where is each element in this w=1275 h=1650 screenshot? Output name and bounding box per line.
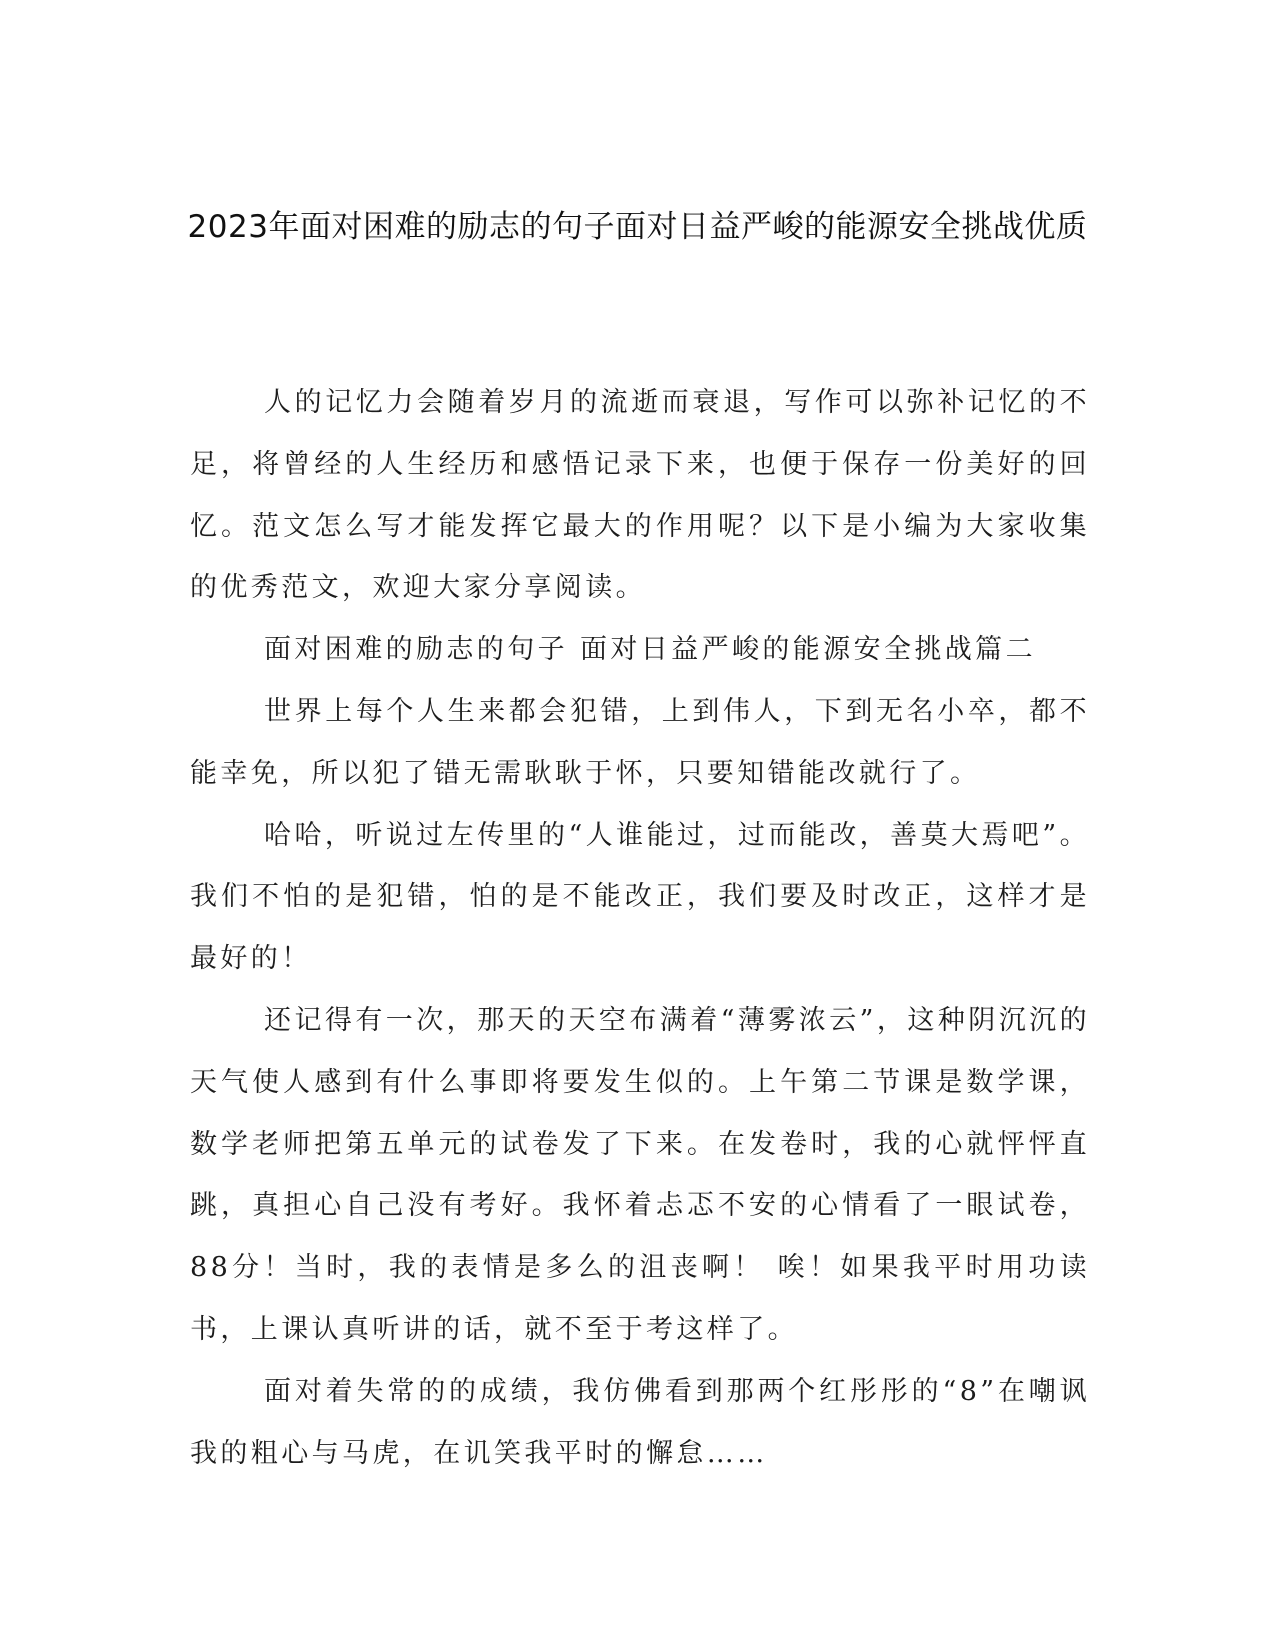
paragraph: 还记得有一次，那天的天空布满着“薄雾浓云”，这种阴沉沉的天气使人感到有什么事即将要发生似的。上午第二节课是数学课，数学老师把第五单元的试卷发了下来。在发卷时，我的心就怦怦直跳，真担心自己没有考好。我怀着忐忑不安的心情看了一眼试卷，88分！当时，我的表情是多么的沮丧啊！ 唉！如果我平时用功读书，上课认真听讲的话，就不至于考这样了。 (190, 1004, 1090, 1345)
paragraph: 哈哈，听说过左传里的“人谁能过，过而能改，善莫大焉吧”。我们不怕的是犯错，怕的是不能改正，我们要及时改正，这样才是最好的！ (190, 819, 1090, 975)
document-title: 2023年面对困难的励志的句子面对日益严峻的能源安全挑战优质 (187, 209, 1088, 245)
paragraph: 世界上每个人生来都会犯错，上到伟人，下到无名小卒，都不能幸免，所以犯了错无需耿耿于怀，只要知错能改就行了。 (190, 695, 1090, 789)
document-body (190, 372, 1090, 1484)
paragraph: 面对着失常的的成绩，我仿佛看到那两个红彤彤的“8”在嘲讽我的粗心与马虎，在讥笑我平时的懈怠…… (190, 1375, 1090, 1469)
paragraph: 面对困难的励志的句子 面对日益严峻的能源安全挑战篇二 (264, 634, 1036, 666)
paragraph: 人的记忆力会随着岁月的流逝而衰退，写作可以弥补记忆的不足，将曾经的人生经历和感悟记录下来，也便于保存一份美好的回忆。范文怎么写才能发挥它最大的作用呢？以下是小编为大家收集的优秀范文，欢迎大家分享阅读。 (190, 387, 1090, 604)
